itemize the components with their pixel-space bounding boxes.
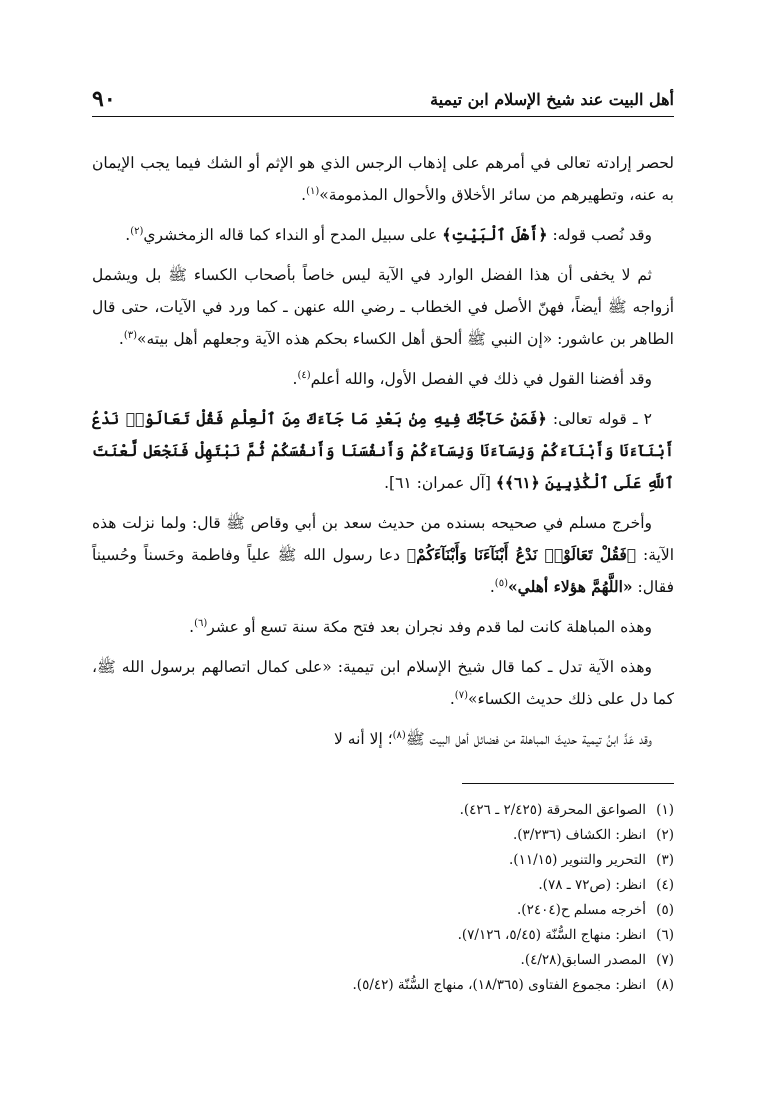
- quran-verse: ﴿فَقُلْ تَعَالَوْا۟ نَدْعُ أَبْنَآءَنَا وَأَبْنَآءَكُمْ﴾: [406, 545, 637, 564]
- paragraph-9: [92, 723, 674, 755]
- paragraph-text: على سبيل المدح أو النداء كما قاله الزمخشري: [143, 226, 443, 244]
- paragraph-text: ؛ إلا أنه لا: [334, 730, 393, 748]
- footnote-item: [92, 823, 674, 848]
- paragraph-2: وقد نُصب قوله: ﴿أَهْلَ ٱلْبَيْتِ﴾ على سبيل المدح أو النداء كما قاله الزمخشري$^{(٢)}$.: [125, 225, 652, 244]
- hadith-quote: «اللَّهُمَّ هؤلاء أهلي»: [507, 577, 633, 596]
- book-page: [92, 86, 674, 998]
- footnote-item: [92, 948, 674, 973]
- paragraph-4: وقد أفضنا القول في ذلك في الفصل الأول، والله أعلم$^{(٤)}$.: [292, 369, 652, 388]
- paragraph-text: وقد أفضنا القول في ذلك في الفصل الأول، والله أعلم: [310, 370, 652, 388]
- paragraph-text: وقد عَدَّ ابنُ تيمية حديثَ المباهلة من فضائل أهل البيت ﷺ: [405, 730, 652, 748]
- footnote-number: (٨): [656, 977, 674, 993]
- paragraph-text: وقد نُصب قوله:: [547, 226, 652, 244]
- paragraph-text: ثم لا يخفى أن هذا الفضل الوارد في الآية ليس خاصاً بأصحاب الكساء ﷺ بل ويشمل أزواجه ﷺ أيضاً، فهنّ الأصل في الخطاب ـ رضي الله عنهن ـ كما ورد في الآيات، حتى قال الطاهر بن عاشور: «إن النبي ﷺ ألحق أهل الكساء بحكم هذه الآية وجعلهم أهل بيته»: [92, 266, 674, 348]
- footnote-ref: (٨): [392, 729, 406, 741]
- quran-verse: ﴿فَمَنْ حَآجَّكَ فِيهِ مِنۢ بَعْدِ مَا جَآءَكَ مِنَ ٱلْعِلْمِ فَقُلْ تَعَالَوْا۟ نَدْعُ أَبْنَآءَنَا وَأَبْنَآءَكُمْ وَنِسَآءَنَا وَنِسَآءَكُمْ وَأَنفُسَنَا وَأَنفُسَكُمْ ثُمَّ نَبْتَهِلْ فَنَجْعَل لَّعْنَتَ ٱللَّهِ عَلَى ٱلْكَٰذِبِينَ ﴿٦١﴾﴾: [92, 409, 674, 492]
- footnote-number: (٤): [656, 877, 674, 893]
- footnote-text: المصدر السابق(٤/٢٨).: [520, 952, 646, 968]
- paragraph-text: لحصر إرادته تعالى في أمرهم على إذهاب الرجس الذي هو الإثم أو الشك فيما يجب الإيمان به عنه، وتطهيرهم من سائر الأخلاق والأحوال المذمومة»: [92, 154, 674, 204]
- paragraph-text: وهذه المباهلة كانت لما قدم وفد نجران بعد فتح مكة سنة تسع أو عشر: [207, 618, 652, 636]
- page-header: [92, 86, 674, 117]
- paragraph-text: ٢ ـ قوله تعالى:: [546, 410, 652, 428]
- paragraph-8: وهذه الآية تدل ـ كما قال شيخ الإسلام ابن تيمية: «على كمال اتصالهم برسول الله ﷺ، كما دل على ذلك حديث الكساء»$^{(٧)}$.: [92, 658, 674, 708]
- footnote-number: (١): [656, 802, 674, 818]
- footnote-ref: (٥): [494, 577, 508, 589]
- page-number: ٩٠: [92, 86, 116, 112]
- footnote-text: أخرجه مسلم ح(٢٤٠٤).: [517, 902, 646, 918]
- footnote-ref: (٣): [123, 329, 138, 341]
- footnote-separator: [462, 783, 674, 784]
- footnote-number: (٣): [656, 852, 674, 868]
- paragraph-1: لحصر إرادته تعالى في أمرهم على إذهاب الرجس الذي هو الإثم أو الشك فيما يجب الإيمان به عنه، وتطهيرهم من سائر الأخلاق والأحوال المذمومة»$^{(١)}$.: [92, 154, 674, 204]
- footnote-text: انظر: الكشاف (٣/٢٣٦).: [512, 827, 646, 843]
- footnote-item: [92, 973, 674, 998]
- footnote-text: انظر: مجموع الفتاوى (١٨/٣٦٥)، منهاج السُّنّة (٥/٤٢).: [352, 977, 646, 993]
- footnote-number: (٥): [656, 902, 674, 918]
- footnote-item: [92, 848, 674, 873]
- paragraph-6: وأخرج مسلم في صحيحه بسنده من حديث سعد بن أبي وقاص ﷺ قال: ولما نزلت هذه الآية: ﴿فَقُلْ تَعَالَوْا۟ نَدْعُ أَبْنَآءَنَا وَأَبْنَآءَكُمْ﴾ دعا رسول الله ﷺ علياً وفاطمة وحَسناً وحُسيناً فقال: «اللَّهُمَّ هؤلاء أهلي»$^{(٥)}$.: [92, 514, 674, 596]
- footnote-item: [92, 873, 674, 898]
- footnotes: [92, 798, 674, 998]
- paragraph-text: دعا رسول الله ﷺ علياً وفاطمة وحَسناً وحُسيناً فقال:: [92, 546, 674, 596]
- footnote-number: (٢): [656, 827, 674, 843]
- footnote-item: [92, 923, 674, 948]
- paragraph-3: ثم لا يخفى أن هذا الفضل الوارد في الآية ليس خاصاً بأصحاب الكساء ﷺ بل ويشمل أزواجه ﷺ أيضاً، فهنّ الأصل في الخطاب ـ رضي الله عنهن ـ كما ورد في الآيات، حتى قال الطاهر بن عاشور: «إن النبي ﷺ ألحق أهل الكساء بحكم هذه الآية وجعلهم أهل بيته»$^{(٣)}$.: [92, 266, 674, 348]
- paragraph-5: [92, 403, 674, 499]
- footnote-number: (٦): [656, 927, 674, 943]
- footnote-ref: (٦): [194, 617, 208, 629]
- verse-citation: [آل عمران: ٦١].: [384, 474, 496, 492]
- footnote-item: [92, 898, 674, 923]
- footnote-ref: (٧): [454, 689, 468, 701]
- paragraph-text: وهذه الآية تدل ـ كما قال شيخ الإسلام ابن تيمية: «على كمال اتصالهم برسول الله ﷺ، كما دل على ذلك حديث الكساء»: [92, 658, 674, 708]
- footnote-number: (٧): [656, 952, 674, 968]
- footnote-ref: (٤): [297, 369, 311, 381]
- paragraph-7: وهذه المباهلة كانت لما قدم وفد نجران بعد فتح مكة سنة تسع أو عشر$^{(٦)}$.: [189, 617, 652, 636]
- footnote-text: التحرير والتنوير (١١/١٥).: [509, 852, 646, 868]
- footnote-ref: (١): [306, 185, 320, 197]
- footnote-text: انظر: منهاج السُّنّة (٥/٤٥، ٧/١٢٦).: [457, 927, 646, 943]
- footnote-item: [92, 798, 674, 823]
- quran-verse: ﴿أَهْلَ ٱلْبَيْتِ﴾: [442, 225, 548, 244]
- footnote-text: انظر: (ص٧٢ ـ ٧٨).: [538, 877, 646, 893]
- running-title: أهل البيت عند شيخ الإسلام ابن تيمية: [430, 90, 674, 109]
- body-text: [92, 147, 674, 755]
- footnote-text: الصواعق المحرقة (٢/٤٢٥ ـ ٤٢٦).: [459, 802, 646, 818]
- paragraph-text: وأخرج مسلم في صحيحه بسنده من حديث سعد بن أبي وقاص ﷺ قال: ولما نزلت هذه الآية:: [92, 514, 674, 564]
- footnote-ref: (٢): [130, 225, 144, 237]
